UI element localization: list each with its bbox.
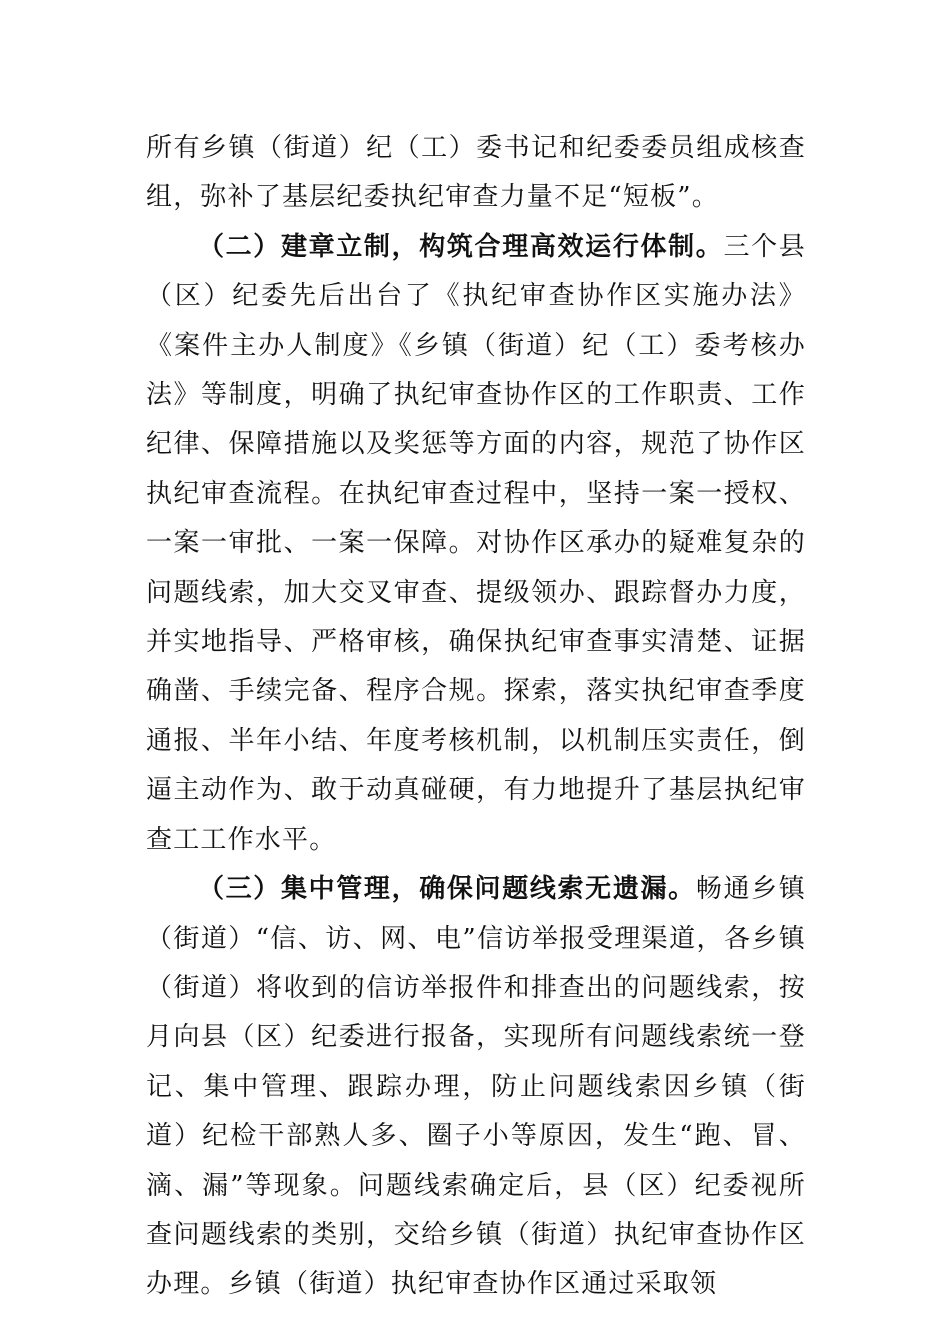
paragraph-text: 畅通乡镇（街道）“信、访、网、电”信访举报受理渠道，各乡镇（街道）将收到的信访举报件和排查出的问题线索，按月向县（区）纪委进行报备，实现所有问题线索统一登记、集中管理、跟踪办理，防止问题线索因乡镇（街道）纪检干部熟人多、圈子小等原因，发生“跑、冒、滴、漏”等现象。问题线索确定后，县（区）纪委视所查问题线索的类别，交给乡镇（街道）执纪审查协作区办理。乡镇（街道）执纪审查协作区通过采取领 bbox=[146, 874, 806, 1300]
section-heading: （三）集中管理，确保问题线索无遗漏。 bbox=[198, 874, 696, 905]
paragraph-section-2 bbox=[146, 223, 806, 865]
section-heading: （二）建章立制，构筑合理高效运行体制。 bbox=[198, 231, 724, 262]
paragraph-continuation bbox=[146, 124, 806, 223]
paragraph-text: 三个县（区）纪委先后出台了《执纪审查协作区实施办法》《案件主办人制度》《乡镇（街道）纪（工）委考核办法》等制度，明确了执纪审查协作区的工作职责、工作纪律、保障措施以及奖惩等方面的内容，规范了协作区执纪审查流程。在执纪审查过程中，坚持一案一授权、一案一审批、一案一保障。对协作区承办的疑难复杂的问题线索，加大交叉审查、提级领办、跟踪督办力度，并实地指导、严格审核，确保执纪审查事实清楚、证据确凿、手续完备、程序合规。探索，落实执纪审查季度通报、半年小结、年度考核机制，以机制压实责任，倒逼主动作为、敢于动真碰硬，有力地提升了基层执纪审查工工作水平。 bbox=[146, 231, 806, 855]
document-body bbox=[146, 124, 806, 1310]
paragraph-section-3 bbox=[146, 865, 806, 1310]
paragraph-text: 所有乡镇（街道）纪（工）委书记和纪委委员组成核查组，弥补了基层纪委执纪审查力量不足“短板”。 bbox=[146, 133, 806, 213]
